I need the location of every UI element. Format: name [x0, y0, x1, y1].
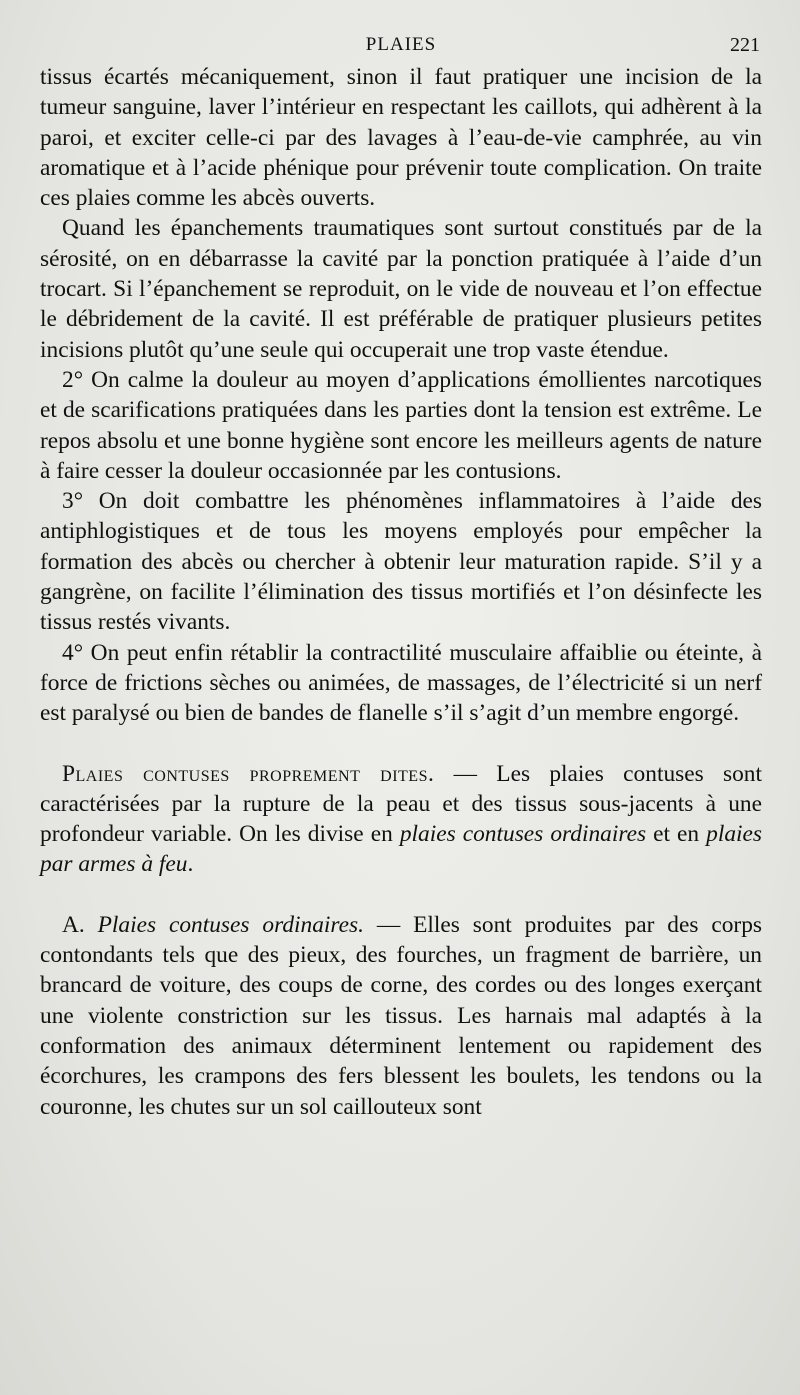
page-header [40, 26, 762, 62]
paragraph-point-4: 4° On peut enfin rétablir la contractilité musculaire affaiblie ou éteinte, à force de frictions sèches ou animées, de massages, de l’électricité si un nerf est paralysé ou bien de bandes de flanelle s’il s’agit d’un membre engorgé. [40, 639, 762, 727]
running-title: PLAIES [365, 34, 437, 55]
sentence-end: . [187, 851, 194, 878]
page-number: 221 [730, 34, 760, 56]
body-text [40, 62, 762, 1122]
paragraph-point-2: 2° On calme la douleur au moyen d’applications émollientes narcotiques et de scarifications pratiquées dans les parties dont la tension est extrême. Le repos absolu et une bonne hygiène sont encore les meilleurs agents de nature à faire cesser la douleur occasionnée par les contusions. [40, 366, 762, 484]
paragraph-epanchements: Quand les épanchements traumatiques sont surtout constitués par de la sérosité, on en débarrasse la cavité par la ponction pratiquée à l’aide d’un trocart. Si l’épanchement se reproduit, on le vide de nouveau et l’on effectue le débridement de la cavité. Il est préférable de pratiquer plusieurs petites incisions plutôt qu’une seule qui occuperait une trop vaste étendue. [40, 215, 762, 363]
section-heading: Plaies contuses proprement dites. [62, 760, 435, 787]
conjunction: et en [646, 821, 707, 848]
section-heading: Plaies contuses ordinaires. [97, 911, 364, 938]
heading-dash: — [363, 911, 414, 938]
paragraph-continuation: tissus écartés mécaniquement, sinon il faut pratiquer une incision de la tumeur sanguine, laver l’intérieur en respectant les caillots, qui adhèrent à la paroi, et exciter celle-ci par des lavages à l’eau-de-vie camphrée, au vin aromatique et à l’acide phénique pour prévenir toute complication. On traite ces plaies comme les abcès ouverts. [40, 64, 762, 212]
section-text: Les plaies contuses sont caractérisées par la rupture de la peau et des tissus sous-jacents à une profondeur variable. On les divise en [40, 760, 762, 848]
section-plaies-contuses [40, 759, 762, 880]
section-a-plaies-ordinaires [40, 910, 762, 1122]
section-label: A. [62, 911, 98, 938]
section-spacer [40, 729, 762, 759]
section-spacer [40, 880, 762, 910]
term-plaies-ordinaires: plaies contuses ordinaires [399, 821, 647, 848]
paragraph-point-3: 3° On doit combattre les phénomènes inflammatoires à l’aide des antiphlogistiques et de tous les moyens employés pour empêcher la formation des abcès ou chercher à obtenir leur maturation rapide. S’il y a gangrène, on facilite l’élimination des tissus mortifiés et l’on désinfecte les tissus restés vivants. [40, 488, 762, 636]
section-text: Elles sont produites par des corps contondants tels que des pieux, des fourches, un fragment de barrière, un brancard de voiture, des coups de corne, des cordes ou des longes exerçant une violente constriction sur les tissus. Les harnais mal adaptés à la conformation des animaux déterminent lentement ou rapidement des écorchures, les crampons des fers blessent les boulets, les tendons ou la couronne, les chutes sur un sol caillouteux sont [40, 911, 763, 1120]
term-plaies-armes-feu: plaies par armes à feu [40, 821, 762, 878]
heading-dash: — [434, 760, 497, 787]
